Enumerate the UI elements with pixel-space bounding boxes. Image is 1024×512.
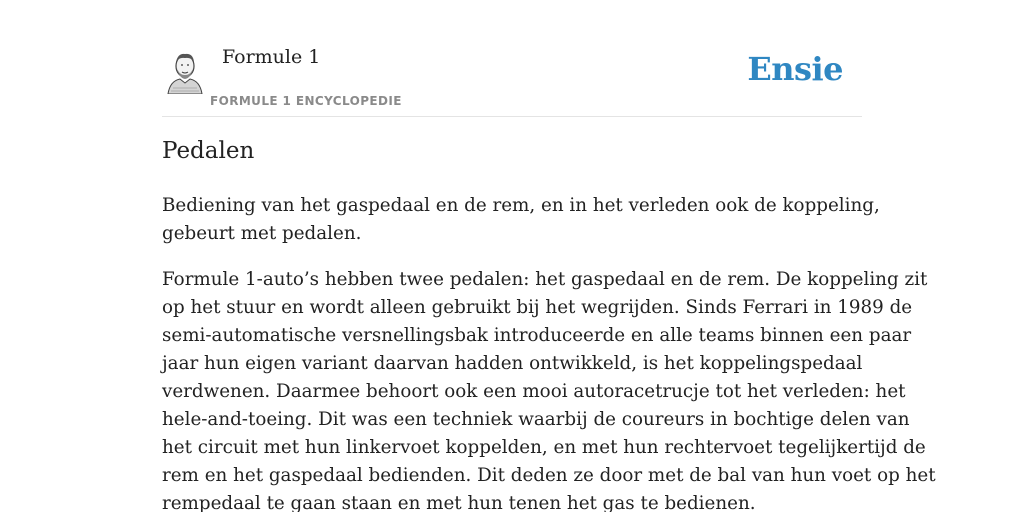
text-line: rempedaal te gaan staan en met hun tenen het gas te bedienen. — [162, 493, 756, 512]
text-line: op het stuur en wordt alleen gebruikt bij het wegrijden. Sinds Ferrari in 1989 de — [162, 297, 913, 318]
text-line: Formule 1-auto’s hebben twee pedalen: het gaspedaal en de rem. De koppeling zit — [162, 269, 928, 290]
author-name[interactable]: Formule 1 — [222, 46, 321, 68]
article-body — [162, 192, 936, 512]
text-line: het circuit met hun linkervoet koppelden, en met hun rechtervoet tegelijkertijd de — [162, 437, 926, 458]
text-line: gebeurt met pedalen. — [162, 223, 362, 244]
text-line: Bediening van het gaspedaal en de rem, en in het verleden ook de koppeling, — [162, 195, 880, 216]
paragraph — [162, 266, 936, 512]
avatar[interactable] — [165, 48, 205, 94]
paragraph — [162, 192, 880, 248]
header — [162, 0, 862, 117]
text-line: hele-and-toeing. Dit was een techniek waarbij de coureurs in bochtige delen van — [162, 409, 910, 430]
text-line: semi-automatische versnellingsbak introduceerde en alle teams binnen een paar — [162, 325, 912, 346]
text-line: jaar hun eigen variant daarvan hadden ontwikkeld, is het koppelingspedaal — [162, 353, 863, 374]
article-title: Pedalen — [162, 138, 255, 164]
text-line: rem en het gaspedaal bedienden. Dit deden ze door met de bal van hun voet op het — [162, 465, 936, 486]
portrait-sketch-icon — [165, 48, 205, 94]
text-line: verdwenen. Daarmee behoort ook een mooi autoracetrucje tot het verleden: het — [162, 381, 906, 402]
site-logo[interactable]: Ensie — [747, 50, 843, 88]
category-label[interactable]: FORMULE 1 ENCYCLOPEDIE — [210, 94, 402, 108]
